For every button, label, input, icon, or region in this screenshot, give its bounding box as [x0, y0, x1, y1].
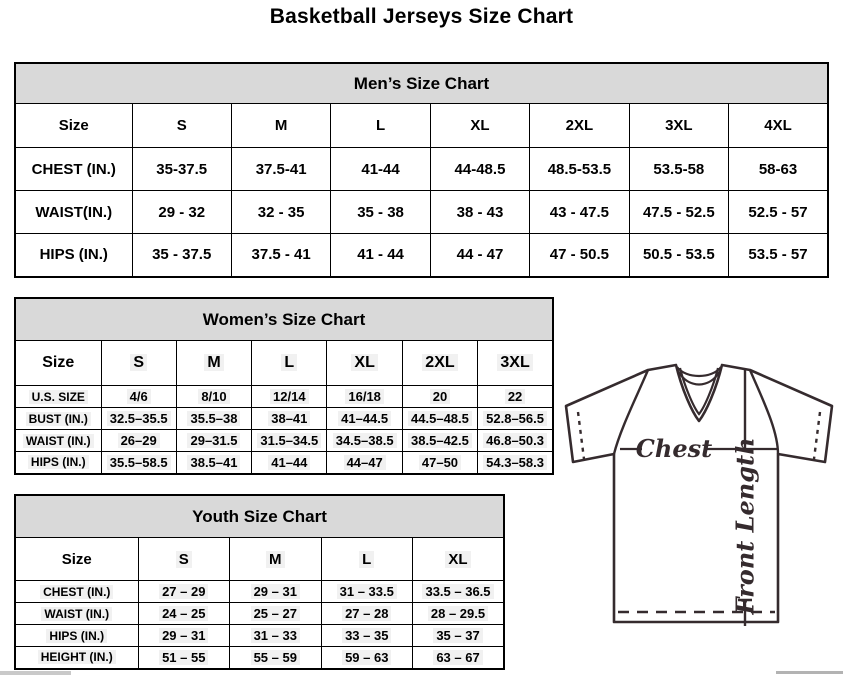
measurement-value-cell: 47–50 [402, 452, 477, 474]
chest-label: Chest [635, 434, 713, 463]
measurement-value-cell: 44-48.5 [430, 148, 529, 191]
column-header: L [321, 538, 413, 581]
mens-size-chart-title-band: Men’s Size Chart [14, 62, 829, 103]
right-cuff-stitch [814, 412, 820, 459]
measurement-value-cell: 28 – 29.5 [413, 603, 505, 625]
measurement-value-cell: 33.5 – 36.5 [413, 581, 505, 603]
measurement-value-cell: 26–29 [101, 430, 176, 452]
scrollbar-fragment-right[interactable] [776, 671, 843, 674]
column-header: M [176, 341, 251, 386]
measurement-row-label: HIPS (IN.) [15, 234, 132, 277]
measurement-value-cell: 31.5–34.5 [252, 430, 327, 452]
measurement-row [15, 603, 504, 625]
womens-size-chart-title-band: Women’s Size Chart [14, 297, 554, 340]
column-header: L [331, 104, 430, 148]
column-header: M [231, 104, 330, 148]
measurement-row [15, 234, 828, 277]
measurement-value-cell: 37.5-41 [231, 148, 330, 191]
measurement-row [15, 191, 828, 234]
measurement-value-cell: 29 – 31 [138, 625, 230, 647]
column-header: 2XL [530, 104, 629, 148]
front-length-label: Front Length [730, 437, 760, 615]
measurement-value-cell: 35 - 37.5 [132, 234, 231, 277]
measurement-value-cell: 44 - 47 [430, 234, 529, 277]
measurement-value-cell: 35 - 38 [331, 191, 430, 234]
measurement-value-cell: 4/6 [101, 386, 176, 408]
measurement-value-cell: 52.8–56.5 [478, 408, 553, 430]
measurement-value-cell: 53.5 - 57 [729, 234, 828, 277]
mens-size-chart [14, 62, 829, 278]
column-header: S [101, 341, 176, 386]
measurement-value-cell: 16/18 [327, 386, 402, 408]
measurement-value-cell: 12/14 [252, 386, 327, 408]
column-header: XL [413, 538, 505, 581]
measurement-row [15, 408, 553, 430]
column-header: Size [15, 104, 132, 148]
left-cuff-stitch [578, 412, 584, 459]
measurement-value-cell: 41–44 [252, 452, 327, 474]
measurement-row [15, 647, 504, 669]
measurement-value-cell: 38.5–42.5 [402, 430, 477, 452]
measurement-value-cell: 22 [478, 386, 553, 408]
measurement-value-cell: 24 – 25 [138, 603, 230, 625]
measurement-row [15, 148, 828, 191]
measurement-value-cell: 33 – 35 [321, 625, 413, 647]
measurement-value-cell: 25 – 27 [230, 603, 322, 625]
measurement-value-cell: 53.5-58 [629, 148, 728, 191]
column-header: 2XL [402, 341, 477, 386]
measurement-value-cell: 37.5 - 41 [231, 234, 330, 277]
measurement-value-cell: 27 – 29 [138, 581, 230, 603]
measurement-value-cell: 29–31.5 [176, 430, 251, 452]
size-header-row [15, 341, 553, 386]
youth-size-chart-title-band: Youth Size Chart [14, 494, 505, 537]
measurement-row [15, 625, 504, 647]
column-header: 4XL [729, 104, 828, 148]
size-header-row [15, 538, 504, 581]
size-header-row [15, 104, 828, 148]
measurement-value-cell: 41-44 [331, 148, 430, 191]
measurement-value-cell: 55 – 59 [230, 647, 322, 669]
column-header: XL [327, 341, 402, 386]
column-header: S [132, 104, 231, 148]
measurement-row-label: CHEST (IN.) [15, 148, 132, 191]
measurement-value-cell: 51 – 55 [138, 647, 230, 669]
measurement-value-cell: 34.5–38.5 [327, 430, 402, 452]
column-header: S [138, 538, 230, 581]
measurement-value-cell: 35.5–58.5 [101, 452, 176, 474]
measurement-value-cell: 47.5 - 52.5 [629, 191, 728, 234]
column-header: Size [15, 538, 138, 581]
measurement-value-cell: 20 [402, 386, 477, 408]
column-header: L [252, 341, 327, 386]
measurement-row-label: WAIST(IN.) [15, 191, 132, 234]
measurement-value-cell: 48.5-53.5 [530, 148, 629, 191]
measurement-row [15, 581, 504, 603]
measurement-value-cell: 8/10 [176, 386, 251, 408]
measurement-row-label: CHEST (IN.) [15, 581, 138, 603]
jersey-diagram-svg [558, 360, 840, 665]
womens-size-chart-table [14, 340, 554, 475]
measurement-row-label: HEIGHT (IN.) [15, 647, 138, 669]
jersey-measurement-diagram [558, 360, 840, 665]
womens-size-chart [14, 297, 554, 475]
column-header: M [230, 538, 322, 581]
measurement-value-cell: 59 – 63 [321, 647, 413, 669]
collar-arc-outer [677, 367, 721, 376]
jersey-outline [566, 365, 832, 622]
measurement-row-label: U.S. SIZE [15, 386, 101, 408]
measurement-value-cell: 58-63 [729, 148, 828, 191]
mens-size-chart-table [14, 103, 829, 278]
measurement-value-cell: 35-37.5 [132, 148, 231, 191]
measurement-row-label: HIPS (IN.) [15, 452, 101, 474]
measurement-value-cell: 63 – 67 [413, 647, 505, 669]
measurement-row-label: WAIST (IN.) [15, 430, 101, 452]
measurement-value-cell: 31 – 33.5 [321, 581, 413, 603]
youth-size-chart [14, 494, 505, 670]
measurement-value-cell: 32 - 35 [231, 191, 330, 234]
measurement-value-cell: 41–44.5 [327, 408, 402, 430]
measurement-value-cell: 41 - 44 [331, 234, 430, 277]
collar-v-inner [680, 368, 718, 414]
page-title: Basketball Jerseys Size Chart [269, 5, 574, 28]
measurement-value-cell: 38–41 [252, 408, 327, 430]
measurement-row [15, 386, 553, 408]
measurement-value-cell: 29 – 31 [230, 581, 322, 603]
measurement-value-cell: 38.5–41 [176, 452, 251, 474]
measurement-row [15, 430, 553, 452]
column-header: XL [430, 104, 529, 148]
measurement-value-cell: 50.5 - 53.5 [629, 234, 728, 277]
measurement-value-cell: 38 - 43 [430, 191, 529, 234]
measurement-value-cell: 52.5 - 57 [729, 191, 828, 234]
measurement-value-cell: 35.5–38 [176, 408, 251, 430]
youth-size-chart-table [14, 537, 505, 670]
measurement-value-cell: 29 - 32 [132, 191, 231, 234]
measurement-value-cell: 54.3–58.3 [478, 452, 553, 474]
column-header: Size [15, 341, 101, 386]
measurement-value-cell: 31 – 33 [230, 625, 322, 647]
measurement-value-cell: 44–47 [327, 452, 402, 474]
column-header: 3XL [478, 341, 553, 386]
measurement-value-cell: 44.5–48.5 [402, 408, 477, 430]
measurement-row [15, 452, 553, 474]
measurement-value-cell: 43 - 47.5 [530, 191, 629, 234]
column-header: 3XL [629, 104, 728, 148]
measurement-value-cell: 35 – 37 [413, 625, 505, 647]
measurement-value-cell: 32.5–35.5 [101, 408, 176, 430]
measurement-row-label: BUST (IN.) [15, 408, 101, 430]
measurement-row-label: WAIST (IN.) [15, 603, 138, 625]
measurement-row-label: HIPS (IN.) [15, 625, 138, 647]
measurement-value-cell: 46.8–50.3 [478, 430, 553, 452]
measurement-value-cell: 27 – 28 [321, 603, 413, 625]
scrollbar-fragment-left[interactable] [0, 671, 71, 675]
measurement-value-cell: 47 - 50.5 [530, 234, 629, 277]
